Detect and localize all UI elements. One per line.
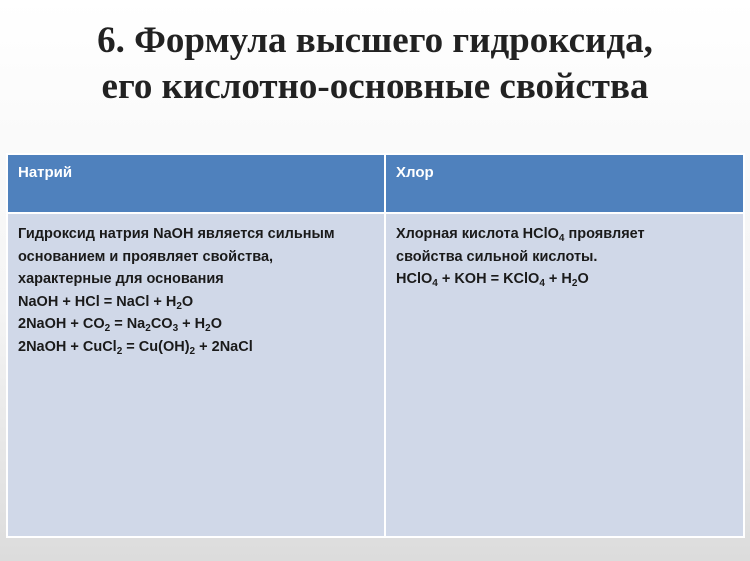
eq-text: = Na (110, 316, 146, 332)
eq-subscript: 4 (432, 278, 438, 289)
eq-text: + H (544, 271, 572, 287)
eq-subscript: 4 (539, 278, 545, 289)
chlorine-equation-1 (396, 268, 733, 291)
eq-text: CO (150, 316, 173, 332)
eq-text: NaOH + HCl = NaCl + H (18, 293, 177, 310)
slide-title-line-1: 6. Формула высшего гидроксида, (97, 20, 653, 61)
sodium-equation-3 (18, 336, 374, 359)
eq-subscript: 2 (145, 323, 151, 334)
sodium-description-line-1: Гидроксид натрия NaOH является сильным (18, 226, 335, 242)
eq-text: = Cu(OH) (122, 338, 190, 355)
table-row (7, 213, 744, 537)
sodium-description-line-3: характерные для основания (18, 271, 224, 287)
eq-text: O (181, 293, 194, 310)
eq-subscript: 4 (558, 233, 565, 244)
eq-text: + KOH = KClO (437, 271, 540, 287)
eq-subscript: 2 (116, 345, 123, 357)
eq-subscript: 2 (205, 323, 211, 334)
eq-subscript: 2 (176, 300, 182, 312)
sodium-description-line-2: основанием и проявляет свойства, (18, 248, 274, 265)
comparison-table-container (6, 153, 745, 538)
eq-text: + H (178, 316, 206, 332)
slide-title-line-2: его кислотно-основные свойства (101, 66, 649, 107)
table-header-row (7, 154, 744, 213)
eq-text: O (577, 271, 589, 287)
cell-chlorine (385, 213, 744, 537)
eq-text: Хлорная кислота HClO (396, 226, 559, 242)
eq-text: HClO (396, 271, 433, 287)
slide-title (0, 18, 750, 110)
chlorine-description-line-1 (396, 223, 733, 246)
eq-subscript: 2 (571, 278, 578, 289)
eq-text: + 2NaCl (195, 338, 253, 355)
sodium-equation-1 (18, 291, 374, 314)
header-sodium: Натрий (7, 154, 385, 213)
eq-text: проявляет (564, 226, 645, 242)
header-chlorine: Хлор (385, 154, 744, 213)
eq-text: 2NaOH + CO (18, 316, 105, 332)
eq-text: O (210, 316, 222, 332)
sodium-equation-2 (18, 313, 374, 336)
eq-subscript: 2 (189, 345, 196, 357)
eq-text: 2NaOH + CuCl (18, 338, 117, 355)
eq-subscript: 2 (104, 323, 111, 334)
cell-sodium (7, 213, 385, 537)
eq-subscript: 3 (172, 323, 179, 334)
comparison-table (6, 153, 745, 538)
chlorine-description-line-2: свойства сильной кислоты. (396, 248, 598, 265)
